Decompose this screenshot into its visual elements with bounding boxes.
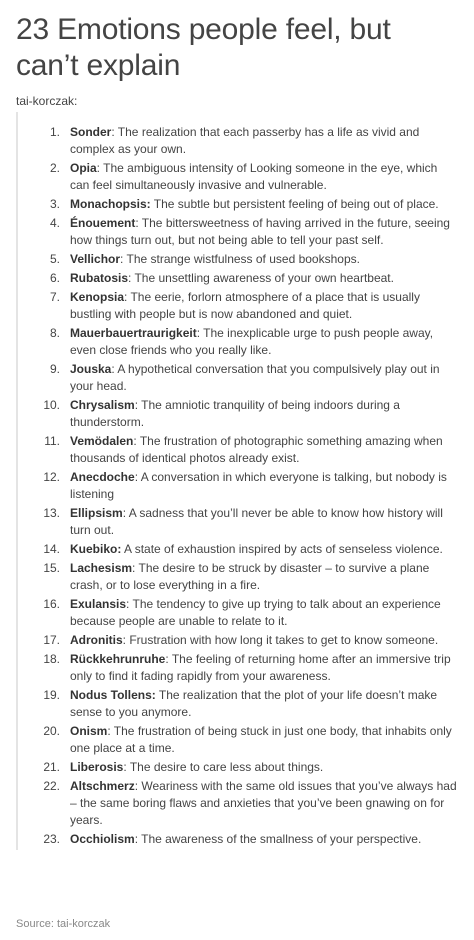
emotion-definition: A conversation in which everyone is talking, but nobody is listening xyxy=(70,470,447,501)
emotion-term: Onism xyxy=(70,724,108,738)
emotion-term: Adronitis xyxy=(70,633,123,647)
list-item xyxy=(18,759,462,776)
list-item xyxy=(18,124,462,158)
list-item xyxy=(18,560,462,594)
term-separator: : xyxy=(96,161,101,175)
term-separator: : xyxy=(126,597,130,611)
emotion-term: Lachesism xyxy=(70,561,133,575)
list-item xyxy=(18,397,462,431)
term-separator: : xyxy=(133,434,137,448)
emotion-definition: The realization that each passerby has a life as vivid and complex as your own. xyxy=(70,125,420,156)
list-item xyxy=(18,541,462,558)
term-separator: : xyxy=(124,290,128,304)
emotion-term: Monachopsis: xyxy=(70,197,151,211)
item-number: 5. xyxy=(49,252,60,266)
item-number: 13. xyxy=(43,506,60,520)
term-separator: : xyxy=(135,216,139,230)
emotion-term: Anecdoche xyxy=(70,470,135,484)
term-separator: : xyxy=(122,633,127,647)
emotion-term: Kuebiko: xyxy=(70,542,122,556)
post-title: 23 Emotions people feel, but can’t explain xyxy=(16,13,391,82)
emotion-definition: A hypothetical conversation that you compulsively play out in your head. xyxy=(70,362,440,393)
item-number: 9. xyxy=(49,362,60,376)
item-number: 19. xyxy=(43,688,60,702)
emotion-definition: The subtle but persistent feeling of being out of place. xyxy=(150,197,439,211)
list-item xyxy=(18,632,462,649)
list-item xyxy=(18,687,462,721)
emotion-term: Vemödalen xyxy=(70,434,134,448)
emotion-term: Exulansis xyxy=(70,597,127,611)
term-separator: : xyxy=(132,561,136,575)
item-number: 10. xyxy=(43,398,60,412)
emotion-list xyxy=(18,124,462,848)
emotion-term: Occhiolism xyxy=(70,832,135,846)
item-number: 12. xyxy=(43,470,60,484)
emotion-definition: The desire to be struck by disaster – to survive a plane crash, or to lose everything in a fire. xyxy=(70,561,430,592)
emotion-term: Énouement xyxy=(70,216,136,230)
blockquote xyxy=(16,112,462,850)
item-number: 11. xyxy=(44,434,60,448)
list-item xyxy=(18,596,462,630)
list-item xyxy=(18,778,462,829)
emotion-definition: The bittersweetness of having arrived in the future, seeing how things turn out, but not being able to tell your past self. xyxy=(70,216,450,247)
emotion-term: Liberosis xyxy=(70,760,124,774)
emotion-definition: The awareness of the smallness of your perspective. xyxy=(138,832,422,846)
list-item xyxy=(18,215,462,249)
list-item xyxy=(18,270,462,287)
emotion-definition: The amniotic tranquility of being indoors during a thunderstorm. xyxy=(70,398,400,429)
emotion-definition: The realization that the plot of your life doesn’t make sense to you anymore. xyxy=(70,688,438,719)
list-item xyxy=(18,289,462,323)
emotion-term: Nodus Tollens: xyxy=(70,688,156,702)
term-separator: : xyxy=(134,470,139,484)
emotion-term: Sonder xyxy=(70,125,112,139)
list-item xyxy=(18,251,462,268)
term-separator: : xyxy=(134,779,139,793)
list-item xyxy=(18,651,462,685)
emotion-definition: The feeling of returning home after an immersive trip only to find it fading rapidly from your awareness. xyxy=(70,652,451,683)
term-separator: : xyxy=(111,362,115,376)
emotion-definition: The frustration of being stuck in just one body, that inhabits only one place at a time. xyxy=(70,724,452,755)
emotion-definition: Frustration with how long it takes to get to know someone. xyxy=(126,633,439,647)
emotion-term: Rückkehrunruhe xyxy=(70,652,166,666)
emotion-term: Vellichor xyxy=(70,252,121,266)
item-number: 7. xyxy=(49,290,60,304)
item-number: 4. xyxy=(49,216,60,230)
term-separator: : xyxy=(122,506,127,520)
item-number: 21. xyxy=(43,760,60,774)
emotion-definition: The unsettling awareness of your own heartbeat. xyxy=(131,271,394,285)
term-separator: : xyxy=(196,326,201,340)
item-number: 6. xyxy=(49,271,60,285)
item-number: 15. xyxy=(43,561,60,575)
item-number: 23. xyxy=(43,832,60,846)
item-number: 2. xyxy=(49,161,60,175)
item-number: 22. xyxy=(43,779,60,793)
emotion-term: Kenopsia xyxy=(70,290,125,304)
term-separator: : xyxy=(134,398,139,412)
emotion-term: Chrysalism xyxy=(70,398,135,412)
term-separator: : xyxy=(111,125,115,139)
emotion-definition: The frustration of photographic something amazing when thousands of identical photos already exist. xyxy=(70,434,443,465)
item-number: 17. xyxy=(43,633,60,647)
emotion-definition: A sadness that you’ll never be able to know how history will turn out. xyxy=(70,506,443,537)
list-item xyxy=(18,160,462,194)
emotion-definition: A state of exhaustion inspired by acts of senseless violence. xyxy=(121,542,443,556)
emotion-definition: The inexplicable urge to push people away, even close friends who you really like. xyxy=(70,326,434,357)
term-separator: : xyxy=(134,832,139,846)
item-number: 18. xyxy=(43,652,60,666)
emotion-definition: The desire to care less about things. xyxy=(126,760,324,774)
term-separator: : xyxy=(128,271,132,285)
item-number: 14. xyxy=(43,542,60,556)
emotion-definition: The ambiguous intensity of Looking someone in the eye, which can feel simultaneously invasive and vulnerable. xyxy=(70,161,438,192)
item-number: 3. xyxy=(49,197,60,211)
emotion-term: Rubatosis xyxy=(70,271,129,285)
emotion-term: Ellipsism xyxy=(70,506,123,520)
term-separator: : xyxy=(107,724,111,738)
item-number: 20. xyxy=(43,724,60,738)
emotion-term: Opia xyxy=(70,161,97,175)
term-separator: : xyxy=(120,252,124,266)
list-item xyxy=(18,469,462,503)
term-separator: : xyxy=(165,652,169,666)
emotion-term: Jouska xyxy=(70,362,112,376)
list-item xyxy=(18,433,462,467)
item-number: 8. xyxy=(49,326,60,340)
emotion-term: Altschmerz xyxy=(70,779,135,793)
emotion-definition: The tendency to give up trying to talk about an experience because people are unable to relate to it. xyxy=(70,597,441,628)
emotion-definition: The eerie, forlorn atmosphere of a place that is usually bustling with people but is now abandoned and quiet. xyxy=(70,290,420,321)
list-item xyxy=(18,505,462,539)
list-item xyxy=(18,361,462,395)
source-link[interactable]: Source: tai-korczak xyxy=(16,918,111,930)
list-item xyxy=(18,831,462,848)
term-separator: : xyxy=(123,760,127,774)
emotion-definition: Weariness with the same old issues that you’ve always had – the same boring flaws and anxieties that you’ve been gnawing on for years. xyxy=(70,779,457,827)
item-number: 1. xyxy=(49,125,60,139)
list-item xyxy=(18,723,462,757)
list-item xyxy=(18,325,462,359)
emotion-definition: The strange wistfulness of used bookshops. xyxy=(123,252,360,266)
item-number: 16. xyxy=(43,597,60,611)
list-item xyxy=(18,196,462,213)
author-name[interactable]: tai-korczak: xyxy=(16,94,78,108)
emotion-term: Mauerbauertraurigkeit xyxy=(70,326,197,340)
